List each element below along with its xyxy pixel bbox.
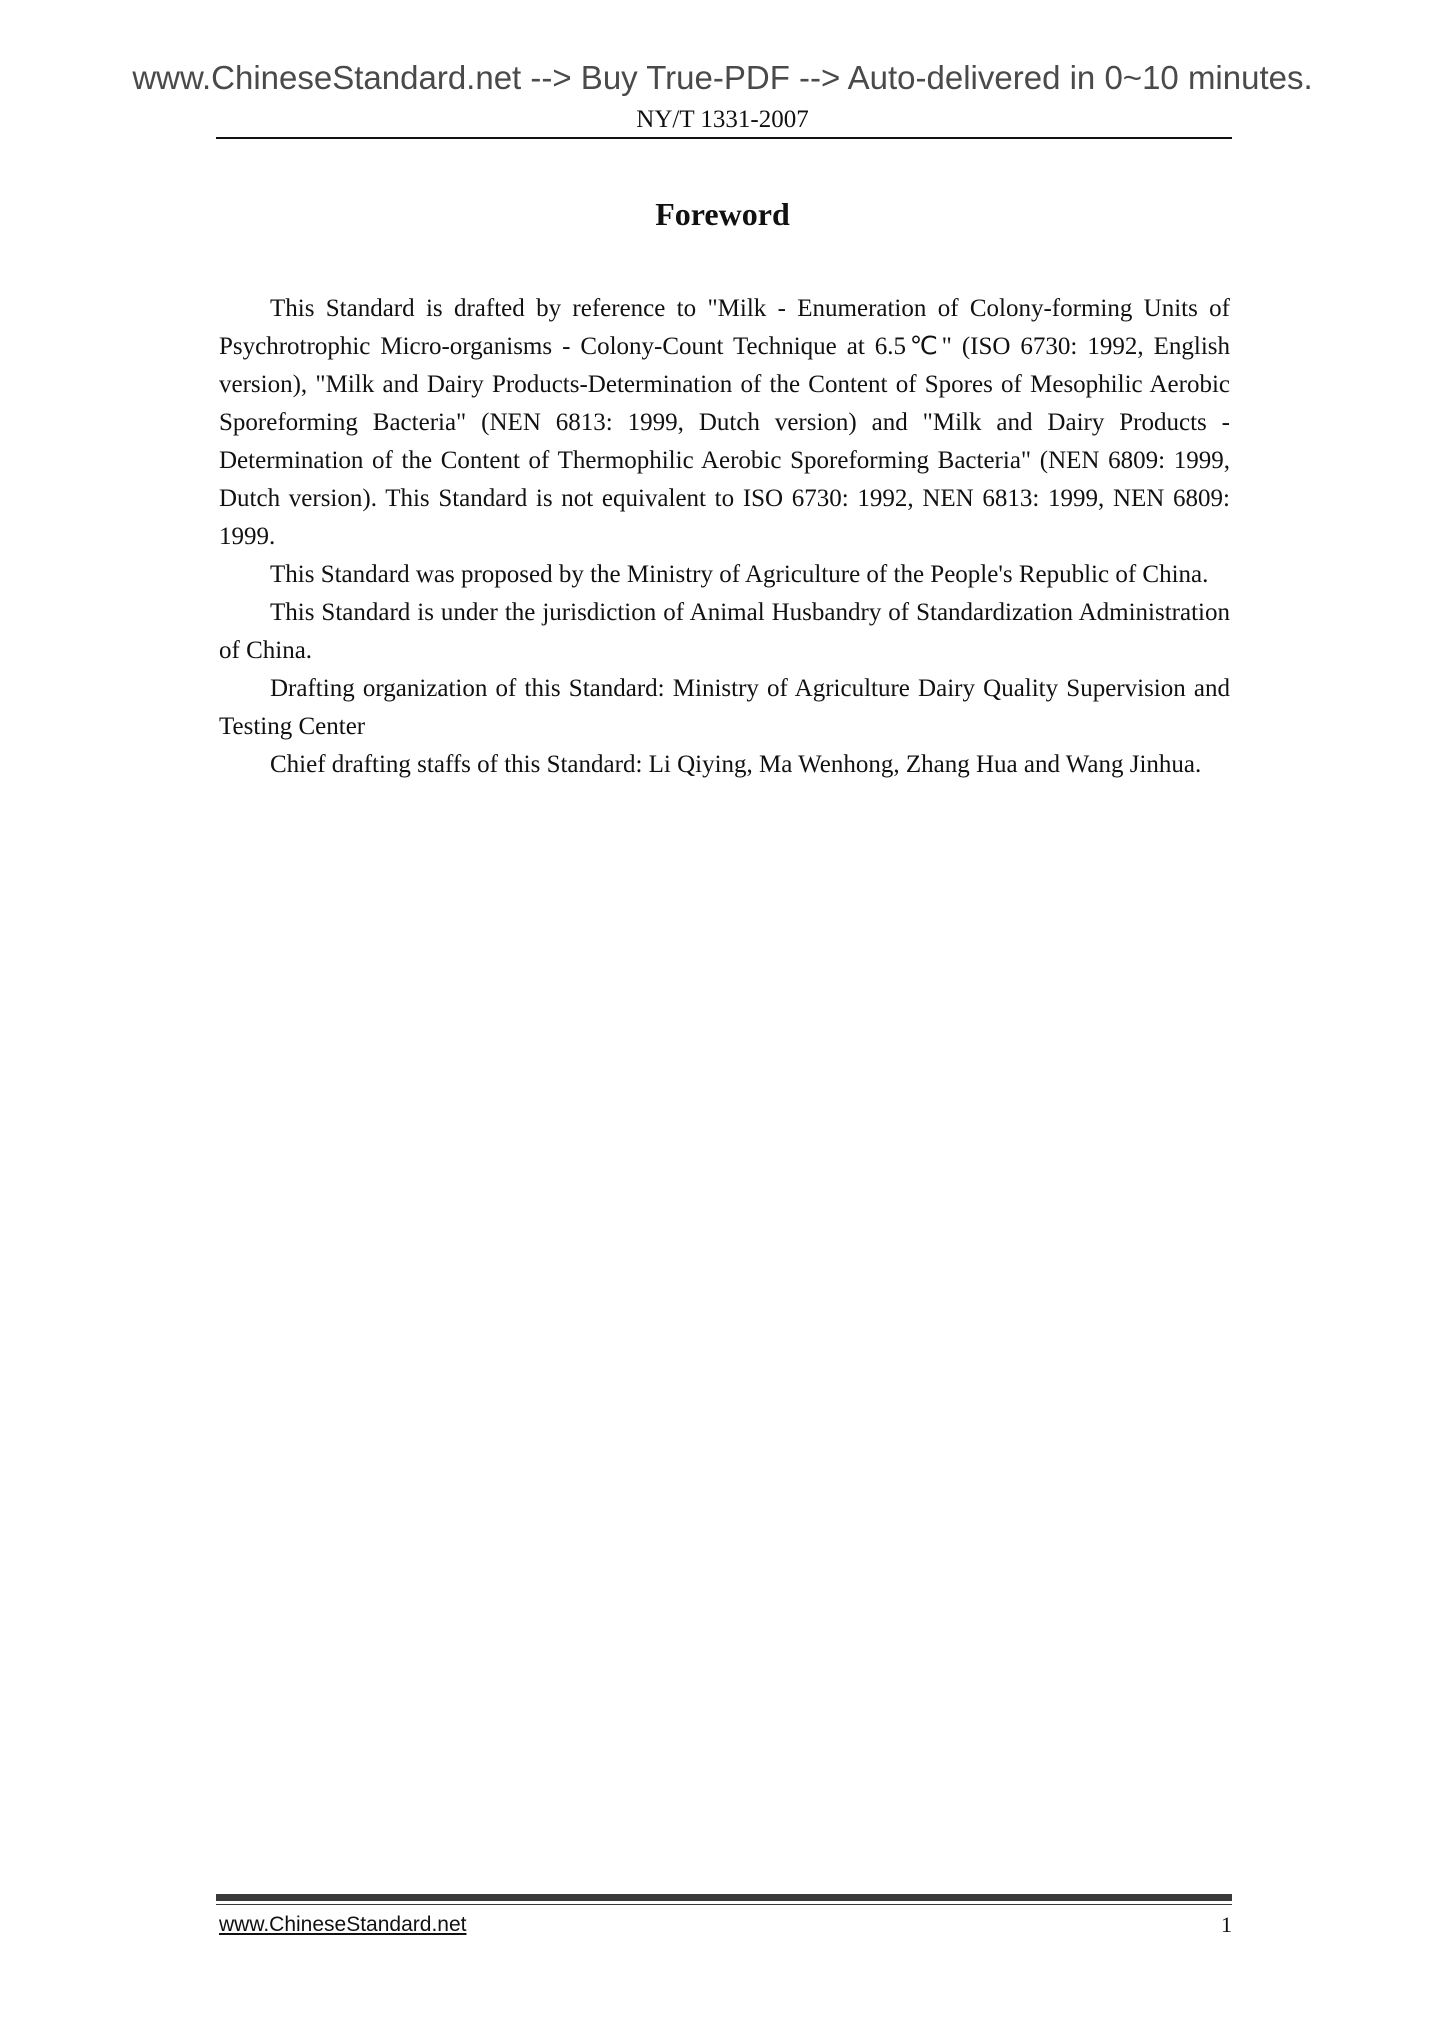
page-number: 1 [1221,1912,1232,1937]
document-body [219,290,1230,784]
page-title: Foreword [655,196,790,232]
paragraph-proposed-by: This Standard was proposed by the Ministry of Agriculture of the People's Republic of China. [270,561,1209,588]
paragraph-drafting-staff: Chief drafting staffs of this Standard: Li Qiying, Ma Wenhong, Zhang Hua and Wang Jinhua. [270,751,1202,778]
footer-divider-thin [216,1904,1232,1905]
header-divider [216,137,1232,139]
standard-code: NY/T 1331-2007 [636,106,809,133]
paragraph-jurisdiction: This Standard is under the jurisdiction of Animal Husbandry of Standardization Administration of China. [219,599,1230,664]
paragraph-drafting-organization: Drafting organization of this Standard: Ministry of Agriculture Dairy Quality Supervision and Testing Center [219,675,1230,740]
footer-website-link[interactable]: www.ChineseStandard.net [219,1913,467,1936]
paragraph-reference: This Standard is drafted by reference to "Milk - Enumeration of Colony-forming Units of Psychrotrophic Micro-organisms - Colony-Count Technique at 6.5℃" (ISO 6730: 1992, English version), "Milk and Dairy Products-Determination of the Content of Spores of Mesophilic Aerobic Sporeforming Bacteria" (NEN 6813: 1999, Dutch version) and "Milk and Dairy Products - Determination of the Content of Thermophilic Aerobic Sporeforming Bacteria" (NEN 6809: 1999, Dutch version). This Standard is not equivalent to ISO 6730: 1992, NEN 6813: 1999, NEN 6809: 1999. [219,295,1230,550]
top-banner: www.ChineseStandard.net --> Buy True-PDF --> Auto-delivered in 0~10 minutes. [132,59,1313,96]
footer-divider-thick [216,1894,1232,1901]
